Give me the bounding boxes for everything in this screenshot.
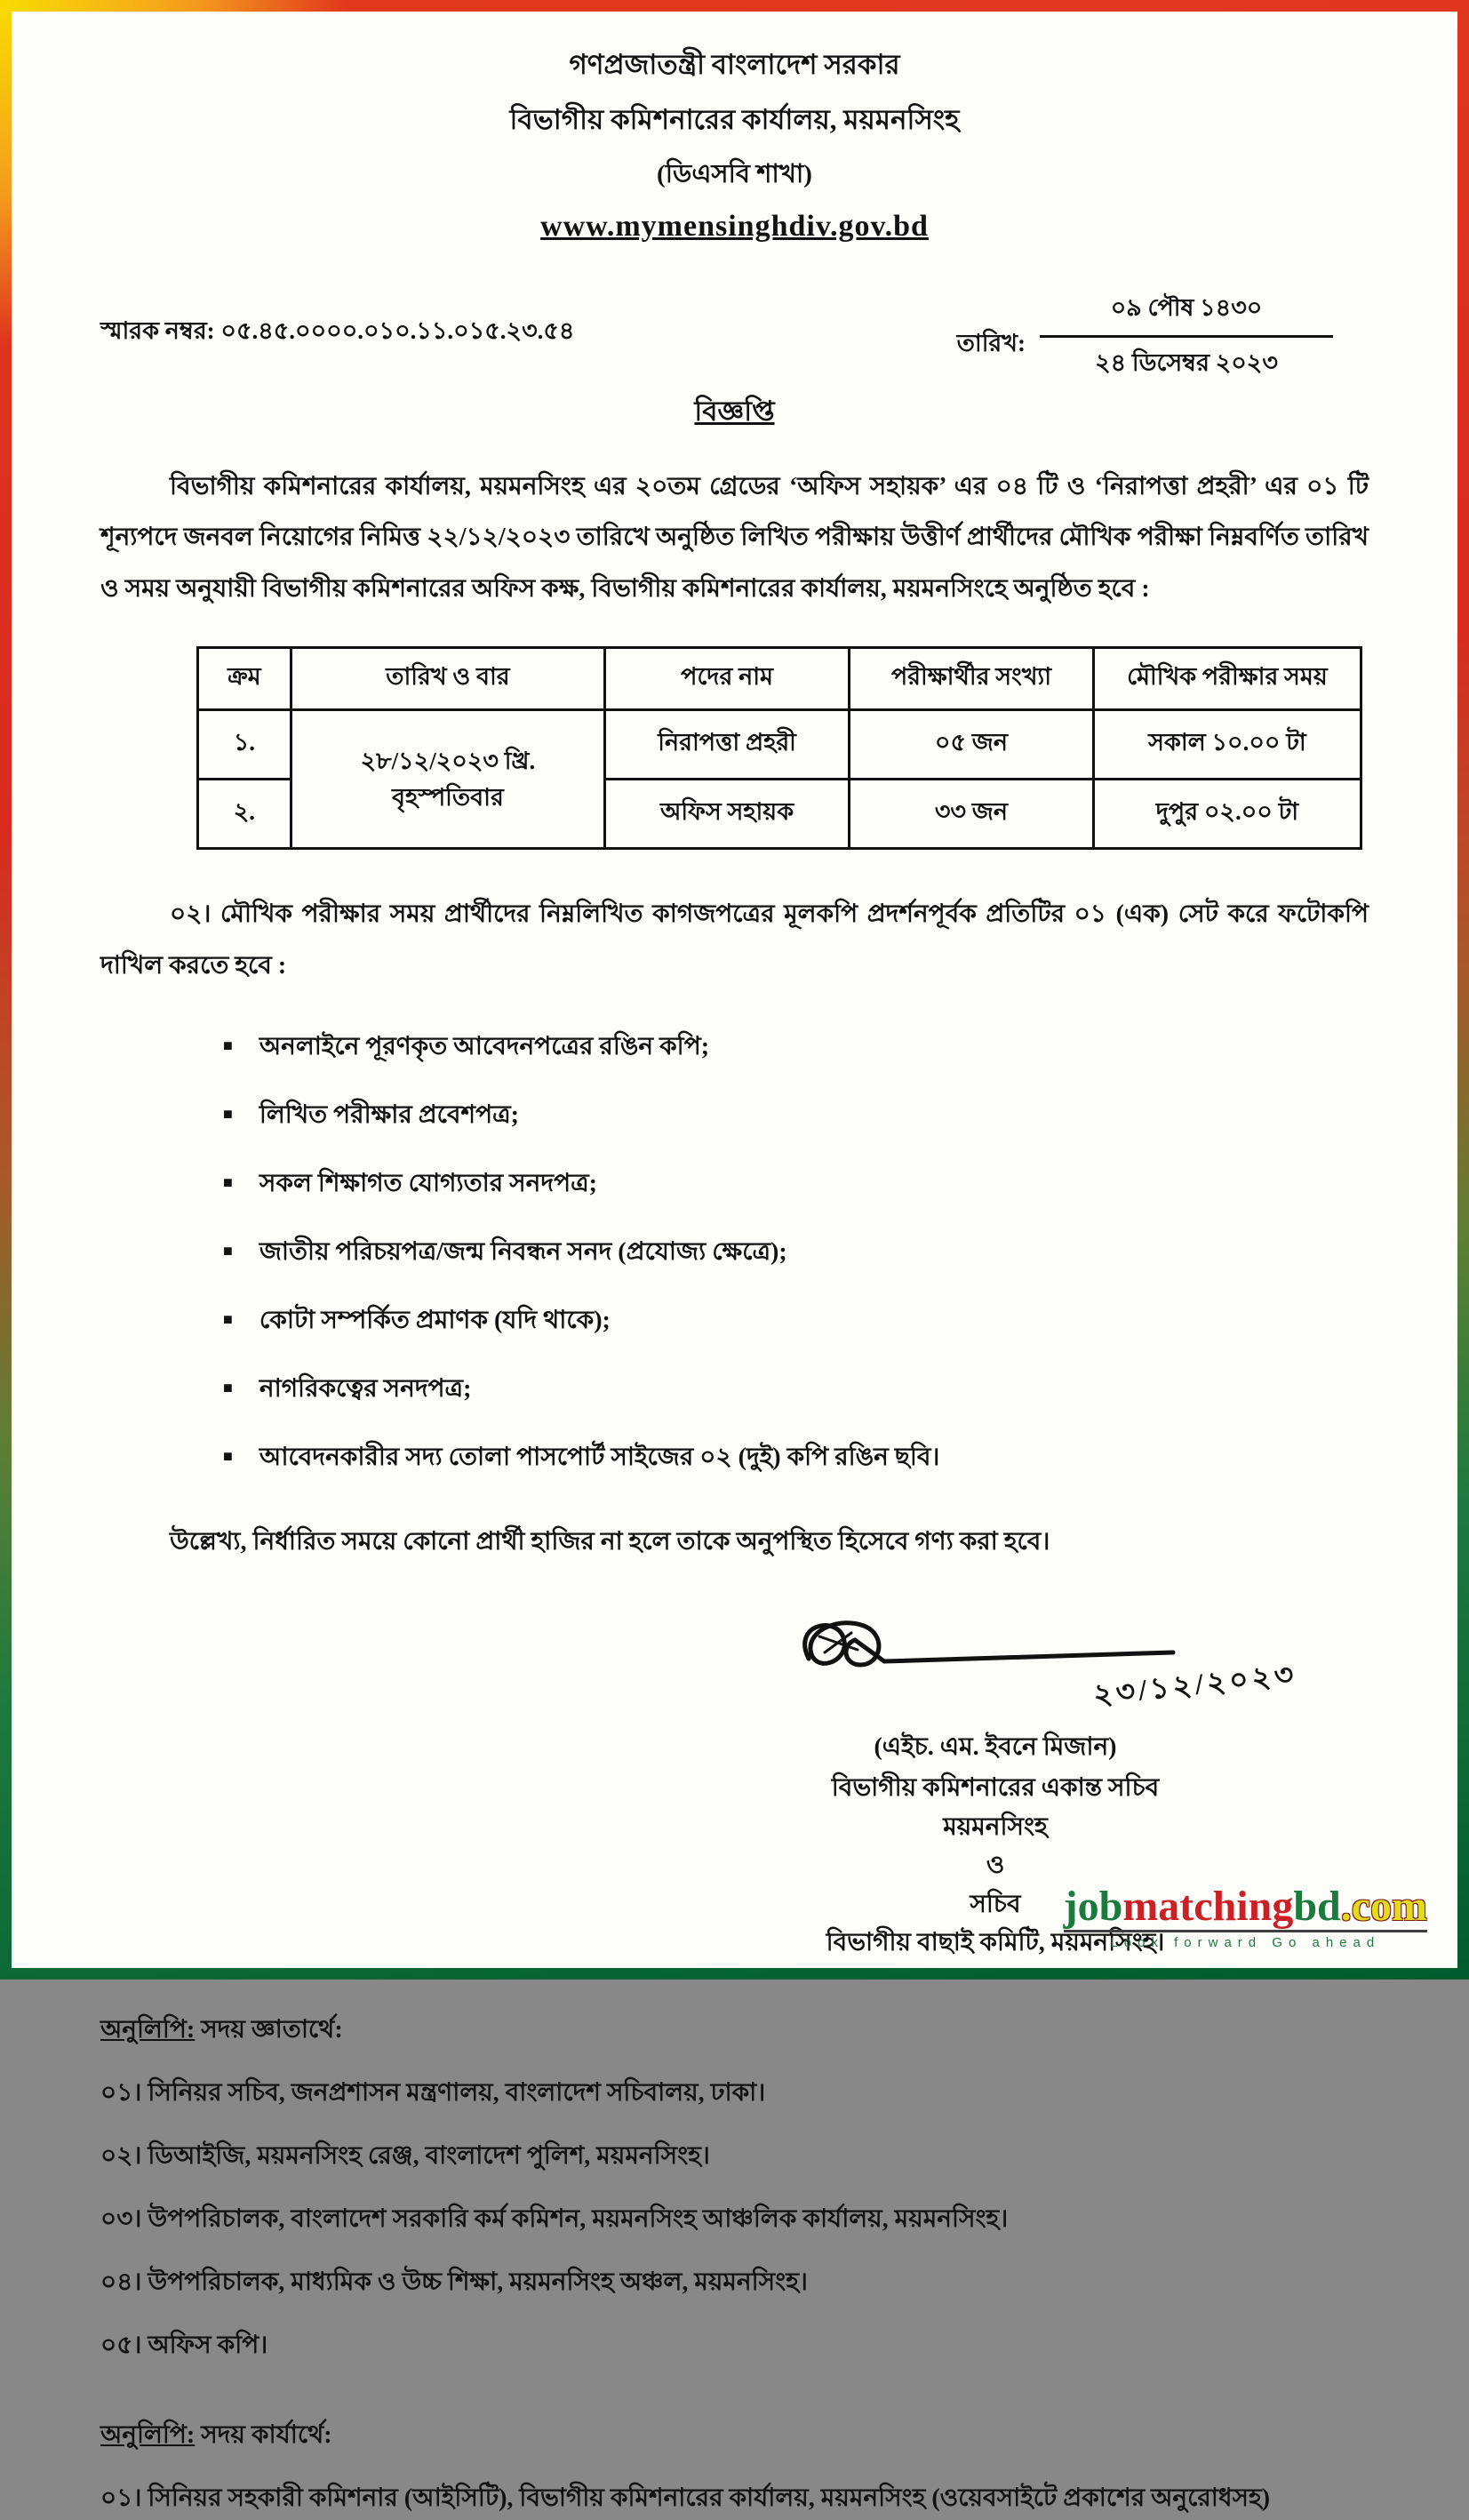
list-item: ০২। ডিআইজি, ময়মনসিংহ রেঞ্জ, বাংলাদেশ পুলিশ, ময়মনসিংহ। [100, 2142, 710, 2171]
list-item [223, 1369, 1369, 1411]
list-item [223, 1164, 1369, 1205]
copies-label: অনুলিপি: [100, 2016, 196, 2044]
copies-action-section [100, 2415, 1369, 2520]
documents-list [223, 1027, 1369, 1479]
exam-weekday: বৃহস্পতিবার [391, 783, 504, 811]
cell-time: সকাল ১০.০০ টা [1093, 710, 1361, 780]
cell-post: অফিস সহায়ক [605, 780, 850, 849]
header-serial: ক্রম [198, 648, 291, 710]
date-values [1040, 290, 1333, 385]
cell-post: নিরাপত্তা প্রহরী [605, 710, 850, 780]
signatory-designation-2: সচিব [970, 1890, 1021, 1918]
bangla-date: ০৯ পৌষ ১৪৩০ [1110, 294, 1263, 321]
cell-count: ৩৩ জন [850, 780, 1094, 849]
table-row [198, 710, 1361, 780]
signature-art [702, 1610, 1299, 1724]
signatory-place: ময়মনসিংহ [943, 1812, 1048, 1841]
header-date-day: তারিখ ও বার [291, 648, 604, 710]
letterhead [100, 44, 1369, 244]
logo-part-matching: matching [1122, 1882, 1294, 1930]
list-item [223, 1300, 1369, 1342]
doc-item-text: নাগরিকত্বের সনদপত্র; [259, 1374, 472, 1403]
header-candidate-count: পরীক্ষার্থীর সংখ্যা [850, 648, 1094, 710]
gregorian-date: ২৪ ডিসেম্বর ২০২৩ [1040, 335, 1333, 385]
notice-title: বিজ্ঞপ্তি [694, 396, 775, 427]
copies-info-section [100, 2010, 1369, 2367]
list-item [223, 1232, 1369, 1274]
logo-text [1064, 1884, 1427, 1932]
signatory-name: (এইচ. এম. ইবনে মিজান) [874, 1733, 1117, 1762]
list-item: ০৪। উপপরিচালক, মাধ্যমিক ও উচ্চ শিক্ষা, ময়মনসিংহ অঞ্চল, ময়মনসিংহ। [100, 2268, 808, 2297]
square-bullet-icon: ■ [223, 1104, 233, 1123]
copies-purpose: সদয় কার্যার্থে: [195, 2421, 332, 2450]
header-viva-time: মৌখিক পরীক্ষার সময় [1093, 648, 1361, 710]
copies-action-list [100, 2478, 1369, 2520]
signatory-conjunction: ও [986, 1852, 1005, 1880]
list-item [223, 1095, 1369, 1137]
logo-part-bd: bd [1293, 1882, 1341, 1930]
signature-date: ২৩/১২/২০২৩ [1091, 1659, 1299, 1713]
square-bullet-icon: ■ [223, 1036, 233, 1054]
header-post-name: পদের নাম [605, 648, 850, 710]
doc-item-text: সকল শিক্ষাগত যোগ্যতার সনদপত্র; [259, 1169, 597, 1197]
copies-label: অনুলিপি: [100, 2421, 196, 2450]
list-item: ০৩। উপপরিচালক, বাংলাদেশ সরকারি কর্ম কমিশন, ময়মনসিংহ আঞ্চলিক কার্যালয়, ময়মনসিংহ। [100, 2205, 1009, 2234]
square-bullet-icon: ■ [223, 1172, 233, 1191]
doc-item-text: অনলাইনে পূরণকৃত আবেদনপত্রের রঙিন কপি; [259, 1032, 710, 1060]
cell-date-day [291, 710, 604, 849]
exam-schedule-table [196, 646, 1362, 850]
square-bullet-icon: ■ [223, 1241, 233, 1260]
date-block [957, 290, 1333, 385]
doc-item-text: আবেদনকারীর সদ্য তোলা পাসপোর্ট সাইজের ০২ (দুই) কপি রঙিন ছবি। [259, 1443, 940, 1471]
document-page [12, 12, 1457, 2513]
list-item [223, 1027, 1369, 1068]
government-name: গণপ্রজাতন্ত্রী বাংলাদেশ সরকার [569, 49, 900, 80]
copies-info-heading [100, 2010, 1369, 2052]
cell-serial: ১. [198, 710, 291, 780]
memo-date-row [100, 290, 1369, 385]
signatory-designation: বিভাগীয় কমিশনারের একান্ত সচিব [831, 1774, 1160, 1803]
notice-title-wrap [100, 390, 1369, 436]
list-item [223, 1437, 1369, 1479]
exam-date: ২৮/১২/২০২৩ খ্রি. [360, 748, 536, 775]
list-item: ০১। সিনিয়র সহকারী কমিশনার (আইসিটি), বিভাগীয় কমিশনারের কার্যালয়, ময়মনসিংহ (ওয়েবসাইটে প্রকাশের অনুরোধসহ) [100, 2484, 1271, 2513]
cell-serial: ২. [198, 780, 291, 849]
memo-number: স্মারক নম্বর: ০৫.৪৫.০০০০.০১০.১১.০১৫.২৩.৫৪ [100, 317, 575, 344]
signatory-committee: বিভাগীয় বাছাই কমিটি, ময়মনসিংহ। [826, 1928, 1165, 1956]
date-label: তারিখ: [956, 330, 1026, 356]
square-bullet-icon: ■ [223, 1309, 233, 1328]
copies-info-list [100, 2073, 1369, 2367]
doc-item-text: জাতীয় পরিচয়পত্র/জন্ম নিবন্ধন সনদ (প্রযোজ্য ক্ষেত্রে); [259, 1237, 787, 1266]
square-bullet-icon: ■ [223, 1378, 233, 1396]
table-header-row [198, 648, 1361, 710]
note-paragraph: উল্লেখ্য, নির্ধারিত সময়ে কোনো প্রার্থী হাজির না হলে তাকে অনুপস্থিত হিসেবে গণ্য করা হবে। [170, 1527, 1050, 1556]
cell-count: ০৫ জন [850, 710, 1094, 780]
list-item: ০১। সিনিয়র সচিব, জনপ্রশাসন মন্ত্রণালয়, বাংলাদেশ সচিবালয়, ঢাকা। [100, 2079, 766, 2108]
square-bullet-icon: ■ [223, 1446, 233, 1465]
logo-part-job: job [1063, 1882, 1123, 1930]
logo-part-com: .com [1340, 1882, 1427, 1930]
website-link[interactable]: www.mymensinghdiv.gov.bd [540, 210, 929, 243]
copies-purpose: সদয় জ্ঞাতার্থে: [195, 2016, 343, 2044]
office-name: বিভাগীয় কমিশনারের কার্যালয়, ময়মনসিংহ [509, 104, 960, 135]
logo-tagline: Look forward Go ahead [1110, 1935, 1381, 1950]
branch-name: (ডিএসবি শাখা) [657, 160, 812, 188]
doc-item-text: লিখিত পরীক্ষার প্রবেশপত্র; [259, 1100, 519, 1129]
cell-time: দুপুর ০২.০০ টা [1093, 780, 1361, 849]
doc-item-text: কোটা সম্পর্কিত প্রমাণক (যদি থাকে); [259, 1306, 611, 1334]
copies-action-heading [100, 2415, 1369, 2457]
list-item: ০৫। অফিস কপি। [100, 2332, 268, 2360]
intro-paragraph: বিভাগীয় কমিশনারের কার্যালয়, ময়মনসিংহ এর ২০তম গ্রেডের ‘অফিস সহায়ক’ এর ০৪ টি ও ‘নিরাপত্তা প্রহরী’ এর ০১ টি শূন্যপদে জনবল নিয়োগের নিমিত্ত ২২/১২/২০২৩ তারিখে অনুষ্ঠিত লিখিত পরীক্ষায় উত্তীর্ণ প্রার্থীদের মৌখিক পরীক্ষা নিম্নবর্ণিত তারিখ ও সময় অনুযায়ী বিভাগীয় কমিশনারের অফিস কক্ষ, বিভাগীয় কমিশনারের কার্যালয়, ময়মনসিংহে অনুষ্ঠিত হবে : [100, 473, 1369, 603]
documents-paragraph: ০২। মৌখিক পরীক্ষার সময় প্রার্থীদের নিম্নলিখিত কাগজপত্রের মূলকপি প্রদর্শনপূর্বক প্রতিটির ০১ (এক) সেট করে ফটোকপি দাখিল করতে হবে : [100, 900, 1369, 980]
jobmatchingbd-logo[interactable] [1064, 1884, 1427, 1950]
